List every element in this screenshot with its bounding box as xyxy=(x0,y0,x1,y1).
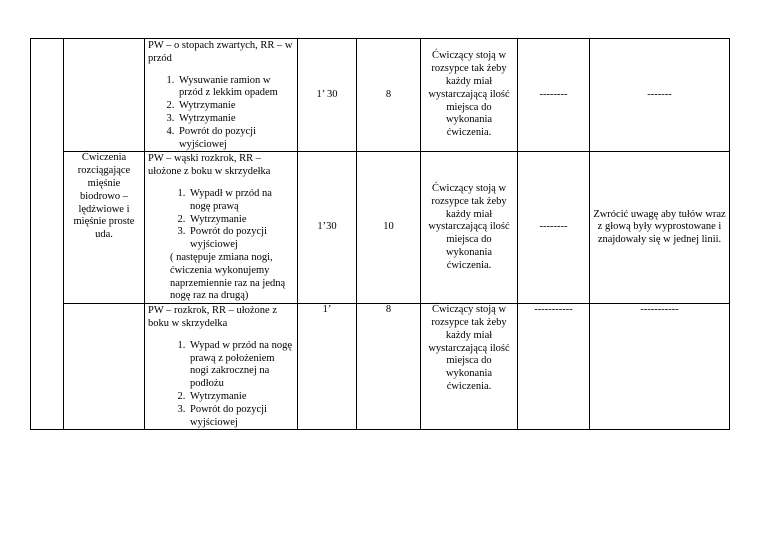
list-item: 3. Powrót do pozycji wyjściowej xyxy=(188,226,294,252)
position-description: PW – wąski rozkrok, RR –ułożone z boku w skrzydełka xyxy=(148,153,271,178)
time-cell: 1’ 30 xyxy=(298,39,357,152)
list-item: 1. Wysuwanie ramion w przód z lekkim opadem xyxy=(177,75,294,101)
list-item: 2. Wytrzymanie xyxy=(188,391,294,404)
category-cell xyxy=(64,39,145,152)
repetitions-cell: 10 xyxy=(357,152,421,304)
repetitions-cell: 8 xyxy=(357,39,421,152)
description-cell xyxy=(145,152,298,304)
exercise-note: ( następuje zmiana nogi, ćwiczenia wykonujemy naprzemiennie raz na jedną nogę raz na drugą) xyxy=(170,251,286,302)
category-cell: Ćwiczenia rozciągające mięśnie biodrowo – lędźwiowe i mięśnie proste uda. xyxy=(64,152,145,304)
aids-cell: -------- xyxy=(518,39,590,152)
list-item: 3. Wytrzymanie xyxy=(177,113,294,126)
list-item: 2. Wytrzymanie xyxy=(177,100,294,113)
exercise-table xyxy=(30,38,730,430)
list-item: 3. Powrót do pozycji wyjściowej xyxy=(188,404,294,430)
organization-cell: Ćwiczący stoją w rozsypce tak żeby każdy miał wystarczającą ilość miejsca do wykonania ćwiczenia. xyxy=(421,39,518,152)
description-cell xyxy=(145,304,298,430)
table-row xyxy=(31,39,730,152)
aids-cell: -------- xyxy=(518,152,590,304)
steps-list xyxy=(148,75,294,152)
remarks-cell: ------- xyxy=(590,39,730,152)
remarks-cell: ----------- xyxy=(590,304,730,430)
list-item: 1. Wypad w przód na nogę prawą z położeniem nogi zakrocznej na podłożu xyxy=(188,340,294,391)
organization-cell: Ćwiczący stoją w rozsypce tak żeby każdy miał wystarczającą ilość miejsca do wykonania ćwiczenia. xyxy=(421,152,518,304)
steps-list xyxy=(148,188,294,252)
number-cell xyxy=(31,39,64,430)
category-cell xyxy=(64,304,145,430)
repetitions-cell: 8 xyxy=(357,304,421,430)
table-row xyxy=(31,152,730,304)
organization-cell: Ćwiczący stoją w rozsypce tak żeby każdy miał wystarczającą ilość miejsca do wykonania ćwiczenia. xyxy=(421,304,518,430)
position-description: PW – rozkrok, RR – ułożone z boku w skrzydełka xyxy=(148,305,277,329)
position-description: PW – o stopach zwartych, RR – w przód xyxy=(148,40,293,64)
aids-cell: ----------- xyxy=(518,304,590,430)
list-item: 1. Wypadł w przód na nogę prawą xyxy=(188,188,294,214)
description-cell xyxy=(145,39,298,152)
list-item: 4. Powrót do pozycji wyjściowej xyxy=(177,126,294,152)
list-item: 2. Wytrzymanie xyxy=(188,214,294,227)
time-cell: 1’30 xyxy=(298,152,357,304)
table-row xyxy=(31,304,730,430)
steps-list xyxy=(148,340,294,430)
time-cell: 1’ xyxy=(298,304,357,430)
remarks-cell: Zwrócić uwagę aby tułów wraz z głową były wyprostowane i znajdowały się w jednej linii. xyxy=(590,152,730,304)
